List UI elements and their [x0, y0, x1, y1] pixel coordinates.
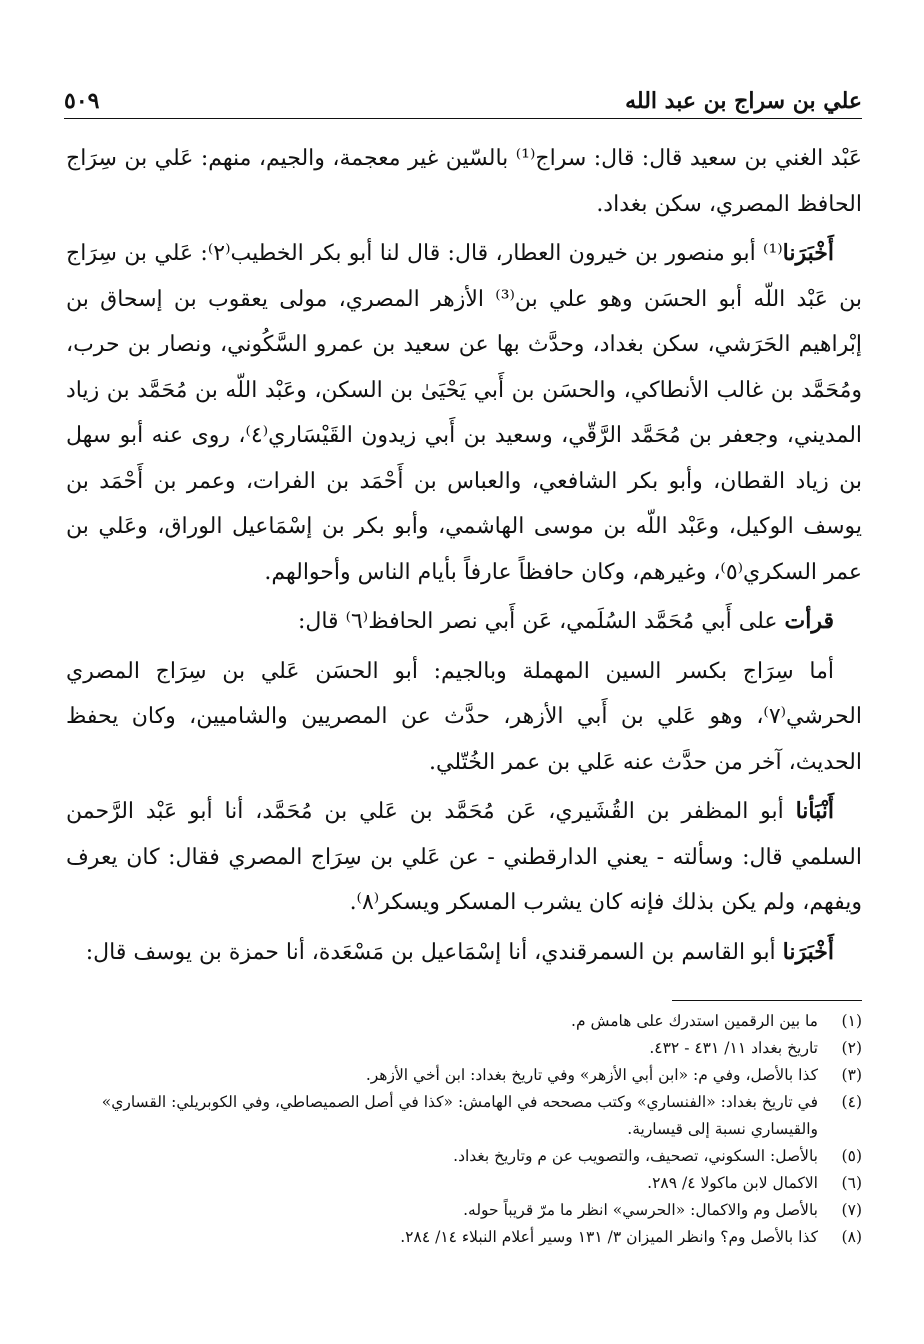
footnote-number: (٧) — [841, 1201, 862, 1219]
footnote-text: ما بين الرقمين استدرك على هامش م. — [571, 1012, 818, 1030]
footnote-text: في تاريخ بغداد: «الفنساري» وكتب مصححه في الهامش: «كذا في أصل الصميصاطي، وفي الكوبريلي: القساري» والقيساري نسبة إلى قيسارية. — [101, 1093, 818, 1138]
footnote — [66, 1224, 862, 1251]
footnote-text: بالأصل: السكوني، تصحيف، والتصويب عن م وتاريخ بغداد. — [453, 1147, 818, 1165]
paragraph — [66, 599, 862, 645]
footnote-number: (٣) — [841, 1066, 862, 1084]
footnote-text: كذا بالأصل وم؟ وانظر الميزان ٣/ ١٣١ وسير أعلام النبلاء ١٤/ ٢٨٤. — [400, 1228, 818, 1246]
paragraph — [66, 231, 862, 595]
footnote-number: (٢) — [841, 1039, 862, 1057]
paragraph — [66, 930, 862, 976]
paragraph-text: أما سِرَاج بكسر السين المهملة وبالجيم: أبو الحسَن عَلي بن سِرَاج المصري الحرشي⁽٧⁾، وهو عَلي بن أَبي الأزهر، حدَّث عن المصريين والشاميين، وكان يحفظ الحديث، آخر من حدَّث عنه عَلي بن عمر الخُتّلي. — [66, 658, 862, 775]
paragraph — [66, 649, 862, 786]
footnote — [66, 1089, 862, 1143]
footnotes — [66, 1008, 862, 1251]
footnote-text: كذا بالأصل، وفي م: «ابن أبي الأزهر» وفي تاريخ بغداد: ابن أخي الأزهر. — [365, 1066, 818, 1084]
footnote — [66, 1197, 862, 1224]
footnote-text: بالأصل وم والاكمال: «الحرسي» انظر ما مرّ قريباً حوله. — [463, 1201, 818, 1219]
paragraph-lead: أَخْبَرَنا — [782, 240, 834, 266]
footnote-number: (٥) — [841, 1147, 862, 1165]
paragraph-lead: أَخْبَرَنا — [782, 938, 834, 965]
paragraph-text: على أَبي مُحَمَّد السُلَمي، عَن أَبي نصر الحافظ⁽٦⁾ قال: — [297, 609, 785, 634]
running-title: علي بن سراج بن عبد الله — [625, 88, 862, 114]
footnote — [66, 1008, 862, 1035]
paragraph — [66, 789, 862, 926]
footnote-text: تاريخ بغداد ١١/ ٤٣١ - ٤٣٢. — [649, 1039, 818, 1057]
main-text — [66, 136, 862, 979]
page-number: ٥٠٩ — [64, 88, 100, 114]
footnote — [66, 1035, 862, 1062]
paragraph-text: أبو المظفر بن القُشَيري، عَن مُحَمَّد بن عَلي بن مُحَمَّد، أنا أبو عَبْد الرَّحمن السلمي قال: وسألته - يعني الدارقطني - عن عَلي بن سِرَاج المصري فقال: كان يعرف ويفهم، ولم يكن بذلك فإنه كان يشرب المسكر ويسكر⁽٨⁾. — [66, 799, 862, 915]
page-header — [64, 78, 862, 119]
paragraph-lead: قرأت — [784, 608, 834, 634]
footnote-number: (٤) — [841, 1093, 862, 1111]
paragraph-text: عَبْد الغني بن سعيد قال: قال: سراج⁽¹⁾ بالسّين غير معجمة، والجيم، منهم: عَلي بن سِرَاج الحافظ المصري، سكن بغداد. — [66, 146, 862, 217]
footnote-number: (٦) — [841, 1174, 862, 1192]
footnote-number: (٨) — [841, 1228, 862, 1246]
footnote-divider — [672, 1000, 862, 1001]
footnote — [66, 1143, 862, 1170]
paragraph — [66, 136, 862, 227]
footnote — [66, 1170, 862, 1197]
footnote-number: (١) — [841, 1012, 862, 1030]
paragraph-lead: أَنْبَأنا — [795, 798, 834, 824]
footnote-text: الاكمال لابن ماكولا ٤/ ٢٨٩. — [647, 1174, 818, 1192]
paragraph-text: أبو القاسم بن السمرقندي، أنا إسْمَاعيل بن مَسْعَدة، أنا حمزة بن يوسف قال: — [85, 939, 783, 965]
paragraph-text: ⁽¹⁾ أبو منصور بن خيرون العطار، قال: قال لنا أبو بكر الخطيب⁽٢⁾: عَلي بن سِرَاج بن عَبْد اللّه أبو الحسَن وهو علي بن⁽³⁾ الأزهر المصري، مولى يعقوب بن إسحاق بن إبْراهيم الحَرَشي، سكن بغداد، وحدَّث بها عن سعيد بن عمرو السَّكُوني، ونصار بن حرب، ومُحَمَّد بن غالب الأنطاكي، والحسَن بن أَبي يَحْيَىٰ بن السكن، وعَبْد اللّه بن مُحَمَّد بن زياد المديني، وجعفر بن مُحَمَّد الرَّقّي، وسعيد بن أَبي زيدون القَيْسَاري⁽٤⁾، روى عنه أبو سهل بن زياد القطان، وأبو بكر الشافعي، والعباس بن أَحْمَد بن الفرات، وعمر بن أَحْمَد بن يوسف الوكيل، وعَبْد اللّه بن موسى الهاشمي، وأبو بكر بن إسْمَاعيل الوراق، وعَلي بن عمر السكري⁽٥⁾، وغيرهم، وكان حافظاً عارفاً بأيام الناس وأحوالهم. — [66, 241, 863, 585]
footnote — [66, 1062, 862, 1089]
